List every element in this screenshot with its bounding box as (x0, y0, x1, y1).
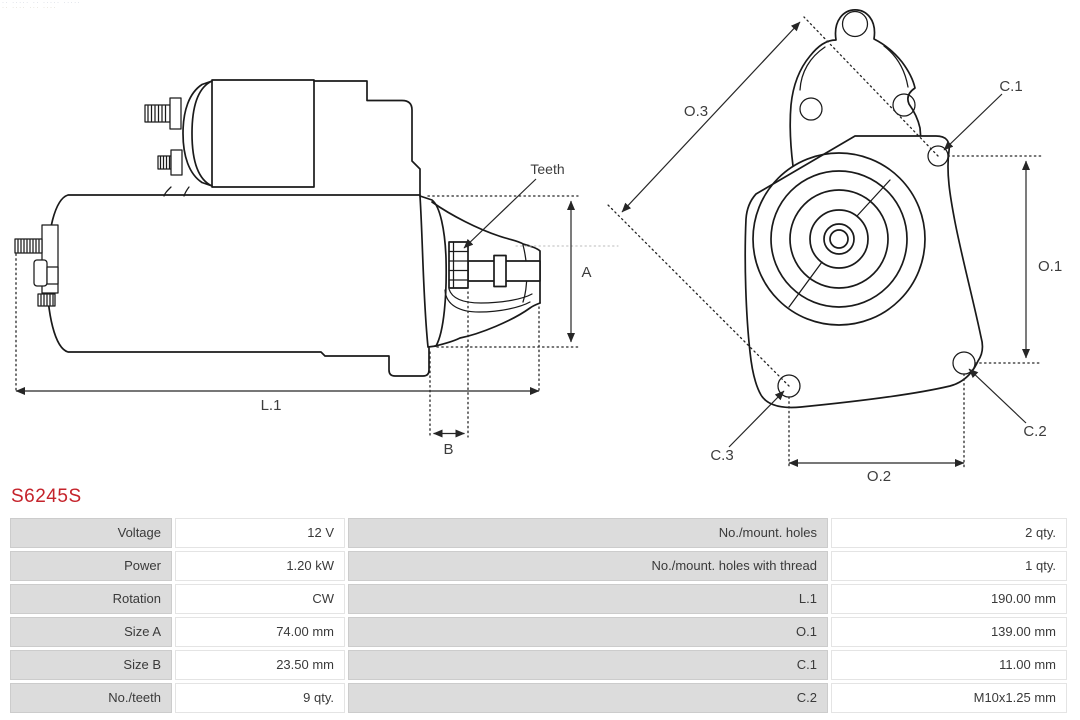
shaft-collar (494, 256, 506, 287)
table-row (10, 518, 1067, 548)
bracket-left-hole (800, 98, 822, 120)
spec-value: 2 qty. (831, 518, 1067, 548)
terminal-connector (34, 260, 47, 286)
bracket-inner-arcs (800, 46, 908, 90)
terminal-stud (15, 239, 42, 253)
spec-label: C.1 (348, 650, 828, 680)
spec-value: 139.00 mm (831, 617, 1067, 647)
motor-body (47, 195, 429, 376)
spec-label: Voltage (10, 518, 172, 548)
teeth-leader-arrow (464, 179, 536, 248)
starter-front-view (608, 10, 1062, 485)
spec-label: Size B (10, 650, 172, 680)
dim-label-o2: O.2 (866, 468, 892, 485)
table-row (10, 683, 1067, 713)
teeth-label: Teeth (530, 161, 565, 177)
spec-value: CW (175, 584, 345, 614)
spec-label: L.1 (348, 584, 828, 614)
dim-label-o3: O.3 (683, 103, 709, 120)
c3-leader-arrow (729, 391, 784, 447)
table-row (10, 617, 1067, 647)
spec-label: Rotation (10, 584, 172, 614)
spec-value: 190.00 mm (831, 584, 1067, 614)
dim-label-b: B (443, 441, 454, 458)
spec-label: C.2 (348, 683, 828, 713)
bell-housing-lower (435, 303, 540, 346)
table-row (10, 650, 1067, 680)
solenoid-body (212, 80, 314, 187)
c1-leader-arrow (944, 94, 1002, 150)
spec-value: 11.00 mm (831, 650, 1067, 680)
dim-label-l1: L.1 (260, 397, 282, 414)
spec-value: 74.00 mm (175, 617, 345, 647)
spec-label: O.1 (348, 617, 828, 647)
table-row (10, 551, 1067, 581)
bracket-top-hole (843, 12, 868, 37)
spec-value: 23.50 mm (175, 650, 345, 680)
part-number: S6245S (11, 486, 82, 507)
solenoid-nut-top (170, 98, 181, 129)
spec-label: Power (10, 551, 172, 581)
dim-label-c1: C.1 (999, 78, 1023, 95)
pinion-gear (449, 242, 468, 288)
solenoid-end-caps (183, 81, 212, 186)
solenoid-nut-lower (171, 150, 182, 175)
flange-band (420, 196, 446, 347)
watermark-dots: ·· ···· ··· ···· (2, 5, 57, 11)
bell-inner-shell (445, 289, 532, 312)
spec-value: 1 qty. (831, 551, 1067, 581)
table-row (10, 584, 1067, 614)
spec-value: 1.20 kW (175, 551, 345, 581)
spec-table (10, 518, 1067, 716)
spec-label: No./mount. holes (348, 518, 828, 548)
dim-label-a: A (581, 264, 592, 281)
dim-label-c3: C.3 (710, 447, 734, 464)
spec-label: No./mount. holes with thread (348, 551, 828, 581)
watermark-dots: ·· ····· ·· ····· ····· (2, 0, 82, 6)
bracket-right-hole (893, 94, 915, 116)
terminal-connector-inner (47, 267, 58, 284)
solenoid-stud-top (145, 105, 170, 122)
drive-end-bridge (314, 81, 420, 196)
spec-value: M10x1.25 mm (831, 683, 1067, 713)
spec-value: 12 V (175, 518, 345, 548)
spec-label: No./teeth (10, 683, 172, 713)
c2-leader-arrow (969, 369, 1026, 423)
spec-value: 9 qty. (175, 683, 345, 713)
spec-label: Size A (10, 617, 172, 647)
dim-label-c2: C.2 (1023, 423, 1047, 440)
dim-label-o1: O.1 (1038, 258, 1063, 275)
starter-side-view (15, 80, 618, 458)
